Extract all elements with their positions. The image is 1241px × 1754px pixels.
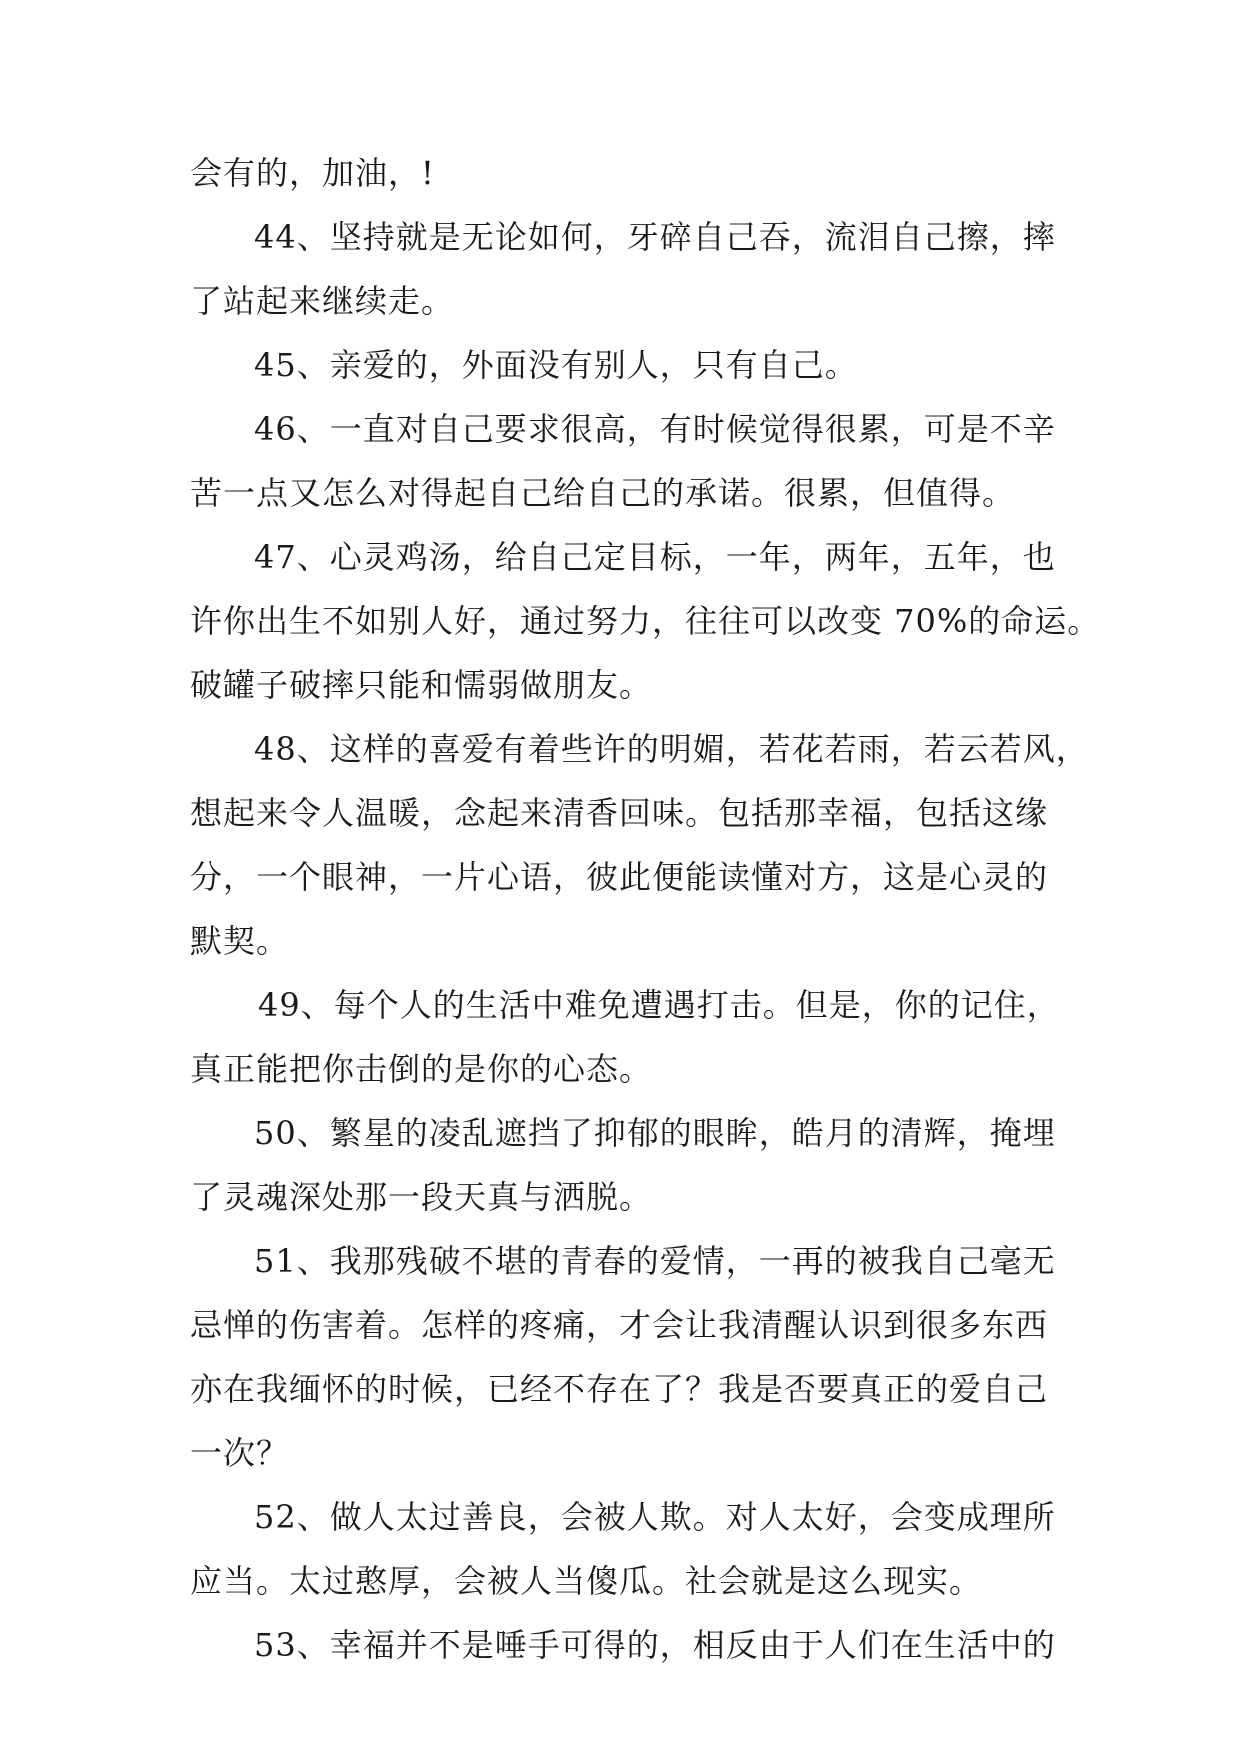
item-51-line: 51、我那残破不堪的青春的爱情，一再的被我自己毫无: [254, 1242, 1056, 1280]
text-line: 了灵魂深处那一段天真与洒脱。: [190, 1178, 653, 1216]
text-line: 真正能把你击倒的是你的心态。: [190, 1050, 653, 1088]
text-line: 默契。: [190, 922, 290, 960]
text-line: 苦一点又怎么对得起自己给自己的承诺。很累，但值得。: [190, 474, 1016, 512]
item-53-line: 53、幸福并不是唾手可得的，相反由于人们在生活中的: [254, 1626, 1056, 1664]
text-line: 分，一个眼神，一片心语，彼此便能读懂对方，这是心灵的: [190, 858, 1049, 896]
item-49-line: 49、每个人的生活中难免遭遇打击。但是，你的记住，: [258, 986, 1060, 1024]
item-47-line: 47、心灵鸡汤，给自己定目标，一年，两年，五年，也: [254, 538, 1056, 576]
text-line: 破罐子破摔只能和懦弱做朋友。: [190, 666, 653, 704]
text-line: 亦在我缅怀的时候，已经不存在了？我是否要真正的爱自己: [190, 1370, 1049, 1408]
item-45-line: 45、亲爱的，外面没有别人，只有自己。: [254, 346, 858, 384]
item-48-line: 48、这样的喜爱有着些许的明媚，若花若雨，若云若风，: [254, 730, 1089, 768]
item-46-line: 46、一直对自己要求很高，有时候觉得很累，可是不辛: [254, 410, 1056, 448]
text-line: 应当。太过憨厚，会被人当傻瓜。社会就是这么现实。: [190, 1562, 983, 1600]
text-line: 会有的，加油，!: [190, 154, 435, 192]
text-line: 想起来令人温暖，念起来清香回味。包括那幸福，包括这缘: [190, 794, 1049, 832]
text-line: 一次？: [190, 1434, 290, 1472]
text-line: 忌惮的伤害着。怎样的疼痛，才会让我清醒认识到很多东西: [190, 1306, 1049, 1344]
text-line: 许你出生不如别人好，通过努力，往往可以改变 70%的命运。: [190, 602, 1101, 640]
item-50-line: 50、繁星的凌乱遮挡了抑郁的眼眸，皓月的清辉，掩埋: [254, 1114, 1056, 1152]
item-52-line: 52、做人太过善良，会被人欺。对人太好，会变成理所: [254, 1498, 1056, 1536]
item-44-line: 44、坚持就是无论如何，牙碎自己吞，流泪自己擦，摔: [254, 218, 1056, 256]
text-line: 了站起来继续走。: [190, 282, 455, 320]
